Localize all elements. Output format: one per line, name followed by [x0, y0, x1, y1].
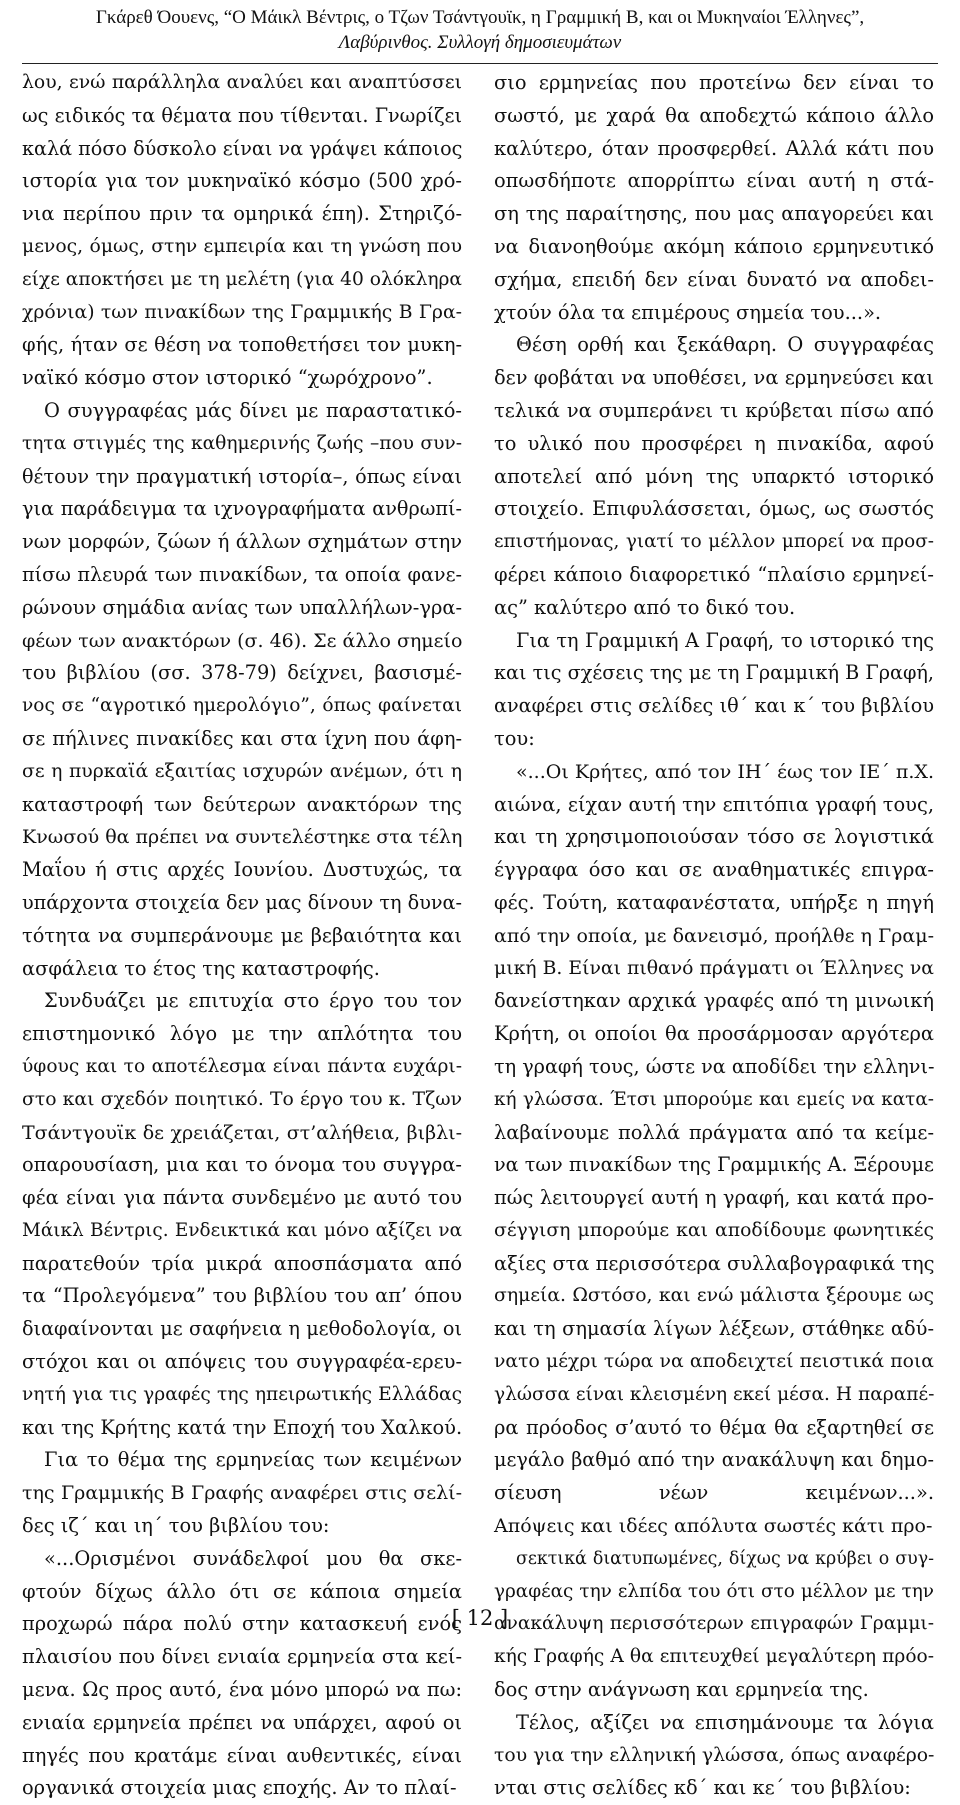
text-line: κή γλώσσα. Έτσι μπορούμε και εμείς να κατα-	[494, 1088, 934, 1110]
text-line: τελικά να συμπεράνει τι κρύβεται πίσω από	[494, 398, 934, 422]
text-line: σημεία. Ωστόσο, και ενώ μάλιστα ξέρουμε ως	[494, 1285, 934, 1307]
text-line: μενα. Ως προς αυτό, ένα μόνο μπορώ να πω:	[22, 1678, 462, 1702]
text-line: στο και σχεδόν ποιητικό. Το έργο του κ. Τζων	[22, 1088, 462, 1110]
text-line: χτούν όλα τα επιμέρους σημεία του...».	[494, 300, 882, 324]
text-line: Για τη Γραμμική Α Γραφή, το ιστορικό της	[516, 628, 934, 652]
text-line: και τη χρησιμοποιούσαν τόσο σε λογιστικά	[494, 825, 934, 849]
text-line: για παράδειγμα τα ιχνογραφήματα ανθρωπί-	[22, 497, 462, 521]
text-line: Ο συγγραφέας μάς δίνει με παραστατικό-	[44, 398, 462, 422]
text-line: Μάικλ Βέντρις. Ενδεικτικά και μόνο αξίζει να	[22, 1219, 462, 1241]
text-line: ρώνουν σημάδια ανίας των υπαλλήλων-γρα-	[22, 595, 462, 619]
text-line: προχωρώ πάρα πολύ στην κατασκευή ενός	[22, 1612, 462, 1636]
text-line: ενιαία ερμηνεία πρέπει να υπάρχει, αφού οι	[22, 1710, 462, 1734]
text-line: λου, ενώ παράλληλα αναλύει και αναπτύσσει	[22, 72, 462, 93]
text-line: σχήμα, επειδή δεν είναι δυνατό να αποδει-	[494, 267, 934, 291]
text-line: Κρήτη, οι οποίοι θα προσάρμοσαν αργότερα	[494, 1022, 934, 1046]
text-line: γραφέας την ελπίδα του ότι στο μέλλον με την	[494, 1580, 934, 1602]
text-line: τα “Προλεγόμενα” του βιβλίου του απ’ όπου	[22, 1284, 462, 1308]
text-line: οπωσδήποτε απορρίπτω είναι αυτή η στά-	[494, 169, 934, 193]
text-line: Συνδυάζει με επιτυχία στο έργο του τον	[44, 989, 462, 1013]
text-line: οργανικά στοιχεία μιας εποχής. Αν το πλαί-	[22, 1776, 457, 1800]
text-line: θέτουν την πραγματική ιστορία–, όπως είναι	[22, 464, 462, 488]
text-line: σε η πυρκαϊά εξαιτίας ισχυρών ανέμων, ότι η	[22, 760, 462, 782]
text-line: πλαισίου που δίνει ενιαία ερμηνεία στα κεί-	[22, 1645, 462, 1669]
text-line: ως ειδικός τα θέματα που τίθενται. Γνωρίζει	[22, 103, 462, 127]
text-line: το υλικό που προσφέρει η πινακίδα, αφού	[494, 431, 934, 455]
text-line: σωστό, με χαρά θα αποδεχτώ κάποιο άλλο	[494, 103, 934, 127]
text-line: τητα στιγμές της καθημερινής ζωής –που συν-	[22, 432, 462, 454]
text-line: ναϊκό κόσμο στον ιστορικό “χωρόχρονο”.	[22, 366, 433, 390]
text-line: επιστήμονας, γιατί το μέλλον μπορεί να προσ-	[494, 531, 934, 553]
text-line: νια περίπου πριν τα ομηρικά έπη). Στηριζό-	[22, 202, 462, 226]
text-line: ση της παραίτησης, που μας απαγορεύει και	[494, 202, 934, 226]
text-line: δος στην ανάγνωση και ερμηνεία της.	[494, 1678, 869, 1702]
text-line: μενος, όμως, στην εμπειρία και τη γνώση που	[22, 235, 462, 257]
text-line: σιο ερμηνείας που προτείνω δεν είναι το	[494, 71, 934, 94]
text-line: πίσω πλευρά των πινακίδων, τα οποία φανε-	[22, 562, 462, 586]
text-line: Απόψεις και ιδέες απόλυτα σωστές κάτι προ-	[494, 1515, 933, 1538]
text-line: υπάρχοντα στοιχεία δεν μας δίνουν τη δυνα-	[22, 890, 462, 914]
text-line: δεν φοβάται να υποθέσει, να ερμηνεύσει και	[494, 366, 934, 390]
text-line: και της Κρήτης κατά την Εποχή του Χαλκού.	[22, 1415, 463, 1439]
text-line: και τη σημασία λίγων λέξεων, στάθηκε αδύ-	[494, 1317, 934, 1341]
text-line: επιστημονικό λόγο με την απλότητα του	[22, 1022, 462, 1046]
text-line: ασφάλεια το έτος της καταστροφής.	[22, 956, 380, 980]
header-rule	[22, 63, 938, 64]
text-line: από την οποία, με δανεισμό, προήλθε η Γραμ-	[494, 924, 934, 947]
right-column	[494, 67, 934, 1805]
text-line: Για το θέμα της ερμηνείας των κειμένων	[44, 1448, 462, 1472]
text-line: φτούν δίχως άλλο ότι σε κάποια σημεία	[22, 1579, 462, 1603]
text-line: στόχοι και οι απόψεις του συγγραφέα-ερευ-	[22, 1350, 462, 1374]
text-line: λαβαίνουμε πολλά πράγματα από τα κείμε-	[494, 1120, 934, 1144]
text-line: νος σε “αγροτικό ημερολόγιο”, όπως φαίνεται	[22, 695, 462, 717]
text-line: νων μορφών, ζώων ή άλλων σχημάτων στην	[22, 530, 462, 554]
text-line: σέγγιση μπορούμε και αποδίδουμε φωνητικές	[494, 1219, 934, 1241]
text-line: καλύτερο, όταν προσφερθεί. Αλλά κάτι που	[494, 136, 934, 160]
text-line: νατο μέχρι τώρα να αποδειχτεί πειστικά ποια	[494, 1351, 934, 1373]
text-line: του βιβλίου (σσ. 378-79) δείχνει, βασισμέ-	[22, 661, 462, 685]
text-line: οπαρουσίαση, μια και το όνομα του συγγρα-	[22, 1153, 462, 1177]
text-line: παρατεθούν τρία μικρά αποσπάσματα από	[22, 1251, 462, 1275]
text-line: δανείστηκαν αρχικά γραφές από τη μινωική	[494, 989, 934, 1013]
text-line: αξίες στα περισσότερα συλλαβογραφικά της	[494, 1251, 935, 1275]
text-line: Κνωσού θα πρέπει να συντελέστηκε στα τέλη	[22, 826, 463, 849]
text-line: νται στις σελίδες κδ΄ και κε΄ του βιβλίου:	[494, 1776, 911, 1800]
text-line: Τέλος, αξίζει να επισημάνουμε τα λόγια	[516, 1710, 934, 1734]
text-line: αιώνα, είχαν αυτή την επιτόπια γραφή τους,	[494, 792, 934, 816]
text-line: μεγάλο βαθμό από την ανακάλυψη και δημο-	[494, 1448, 934, 1472]
text-line: σίευση νέων κειμένων...».	[494, 1481, 934, 1505]
text-line: χρόνια) των πινακίδων της Γραμμικής Β Γρα-	[22, 301, 462, 323]
text-line: αποτελεί από μόνη της υπαρκτό ιστορικό	[494, 464, 934, 488]
text-line: καταστροφή των δεύτερων ανακτόρων της	[22, 792, 462, 816]
text-line: φής, ήταν σε θέση να τοποθετήσει τον μυκη-	[22, 333, 462, 357]
text-line: και τις σχέσεις της με τη Γραμμική Β Γραφή,	[494, 661, 934, 685]
text-line: αναφέρει στις σελίδες ιθ΄ και κ΄ του βιβλίου	[494, 694, 934, 718]
text-line: καλά πόσο δύσκολο είναι να γράψει κάποιος	[22, 136, 463, 160]
left-column	[22, 67, 462, 1805]
text-line: του:	[494, 726, 535, 750]
text-line: ας” καλύτερο από το δικό του.	[494, 595, 796, 619]
text-line: σε πήλινες πινακίδες και στα ίχνη που άφη-	[22, 726, 462, 750]
text-line: φέρει κάποιο διαφορετικό “πλαίσιο ερμηνεί-	[494, 562, 934, 586]
text-line: κής Γραφής Α θα επιτευχθεί μεγαλύτερη πρόο-	[494, 1646, 934, 1668]
text-line: σεκτικά διατυπωμένες, δίχως να κρύβει ο συγ-	[516, 1548, 934, 1569]
running-head-authors: Γκάρεθ Όουενς, “Ο Μάικλ Βέντρις, ο Τζων Τσάντγουϊκ, η Γραμμική Β, και οι Μυκηναίοι Έλληνες”,	[95, 7, 865, 28]
text-line: ρα πρόοδος σ’αυτό το θέμα θα εξαρτηθεί σε	[494, 1415, 934, 1439]
text-line: πώς λειτουργεί αυτή η γραφή, και κατά προ-	[494, 1186, 934, 1210]
page-number: [ 12 ]	[451, 1606, 509, 1630]
running-head-publication: Λαβύρινθος. Συλλογή δημοσιευμάτων	[338, 32, 622, 53]
text-line: διαφαίνονται με σαφήνεια η μεθοδολογία, οι	[22, 1317, 462, 1341]
text-line: ιστορία για τον μυκηναϊκό κόσμο (500 χρό-	[22, 169, 462, 193]
text-line: έγγραφα όσο και σε αναθηματικές επιγρα-	[494, 858, 934, 882]
text-line: «...Οι Κρήτες, από τον ΙΗ΄ έως τον ΙΕ΄ π.Χ.	[516, 760, 934, 783]
text-line: στοιχείο. Επιφυλάσσεται, όμως, ως σωστός	[494, 497, 934, 521]
text-line: της Γραμμικής Β Γραφής αναφέρει στις σελί-	[22, 1482, 462, 1505]
text-line: μική Β. Είναι πιθανό πράγματι οι Έλληνες να	[494, 957, 934, 979]
text-line: φέων των ανακτόρων (σ. 46). Σε άλλο σημείο	[22, 629, 463, 652]
text-line: να των πινακίδων της Γραμμικής Α. Ξέρουμε	[494, 1153, 934, 1177]
text-line: τη γραφή τους, ώστε να αποδίδει την ελληνι-	[494, 1054, 935, 1078]
text-line: «...Ορισμένοι συνάδελφοί μου θα σκε-	[44, 1546, 462, 1570]
text-line: πηγές που κρατάμε είναι αυθεντικές, είναι	[22, 1743, 462, 1767]
text-line: ανακάλυψη περισσότερων επιγραφών Γραμμι-	[494, 1613, 934, 1635]
text-line: Τσάντγουϊκ δε χρειάζεται, στ’αλήθεια, βιβλι-	[22, 1121, 462, 1144]
text-line: τότητα να συμπεράνουμε με βεβαιότητα και	[22, 923, 462, 947]
text-line: φέα είναι για πάντα συνδεμένο με αυτό του	[22, 1186, 462, 1210]
text-line: είχε αποκτήσει με τη μελέτη (για 40 ολόκληρα	[22, 268, 462, 290]
text-line: του για την ελληνική γλώσσα, όπως αναφέρο-	[494, 1744, 935, 1766]
text-line: γλώσσα είναι κλεισμένη εκεί μέσα. Η παραπέ-	[494, 1383, 935, 1405]
text-line: να διανοηθούμε ακόμη κάποιο ερμηνευτικό	[494, 234, 934, 258]
text-line: δες ιζ΄ και ιη΄ του βιβλίου του:	[22, 1514, 330, 1538]
text-line: ύφους και το αποτέλεσμα είναι πάντα ευχάρι-	[22, 1055, 462, 1077]
text-line: Θέση ορθή και ξεκάθαρη. Ο συγγραφέας	[516, 333, 934, 357]
text-line: φές. Τούτη, καταφανέστατα, υπήρξε η πηγή	[494, 890, 934, 914]
text-line: νητή για τις γραφές της ηπειρωτικής Ελλάδας	[22, 1383, 462, 1405]
text-line: Μαΐου ή στις αρχές Ιουνίου. Δυστυχώς, τα	[22, 858, 462, 882]
